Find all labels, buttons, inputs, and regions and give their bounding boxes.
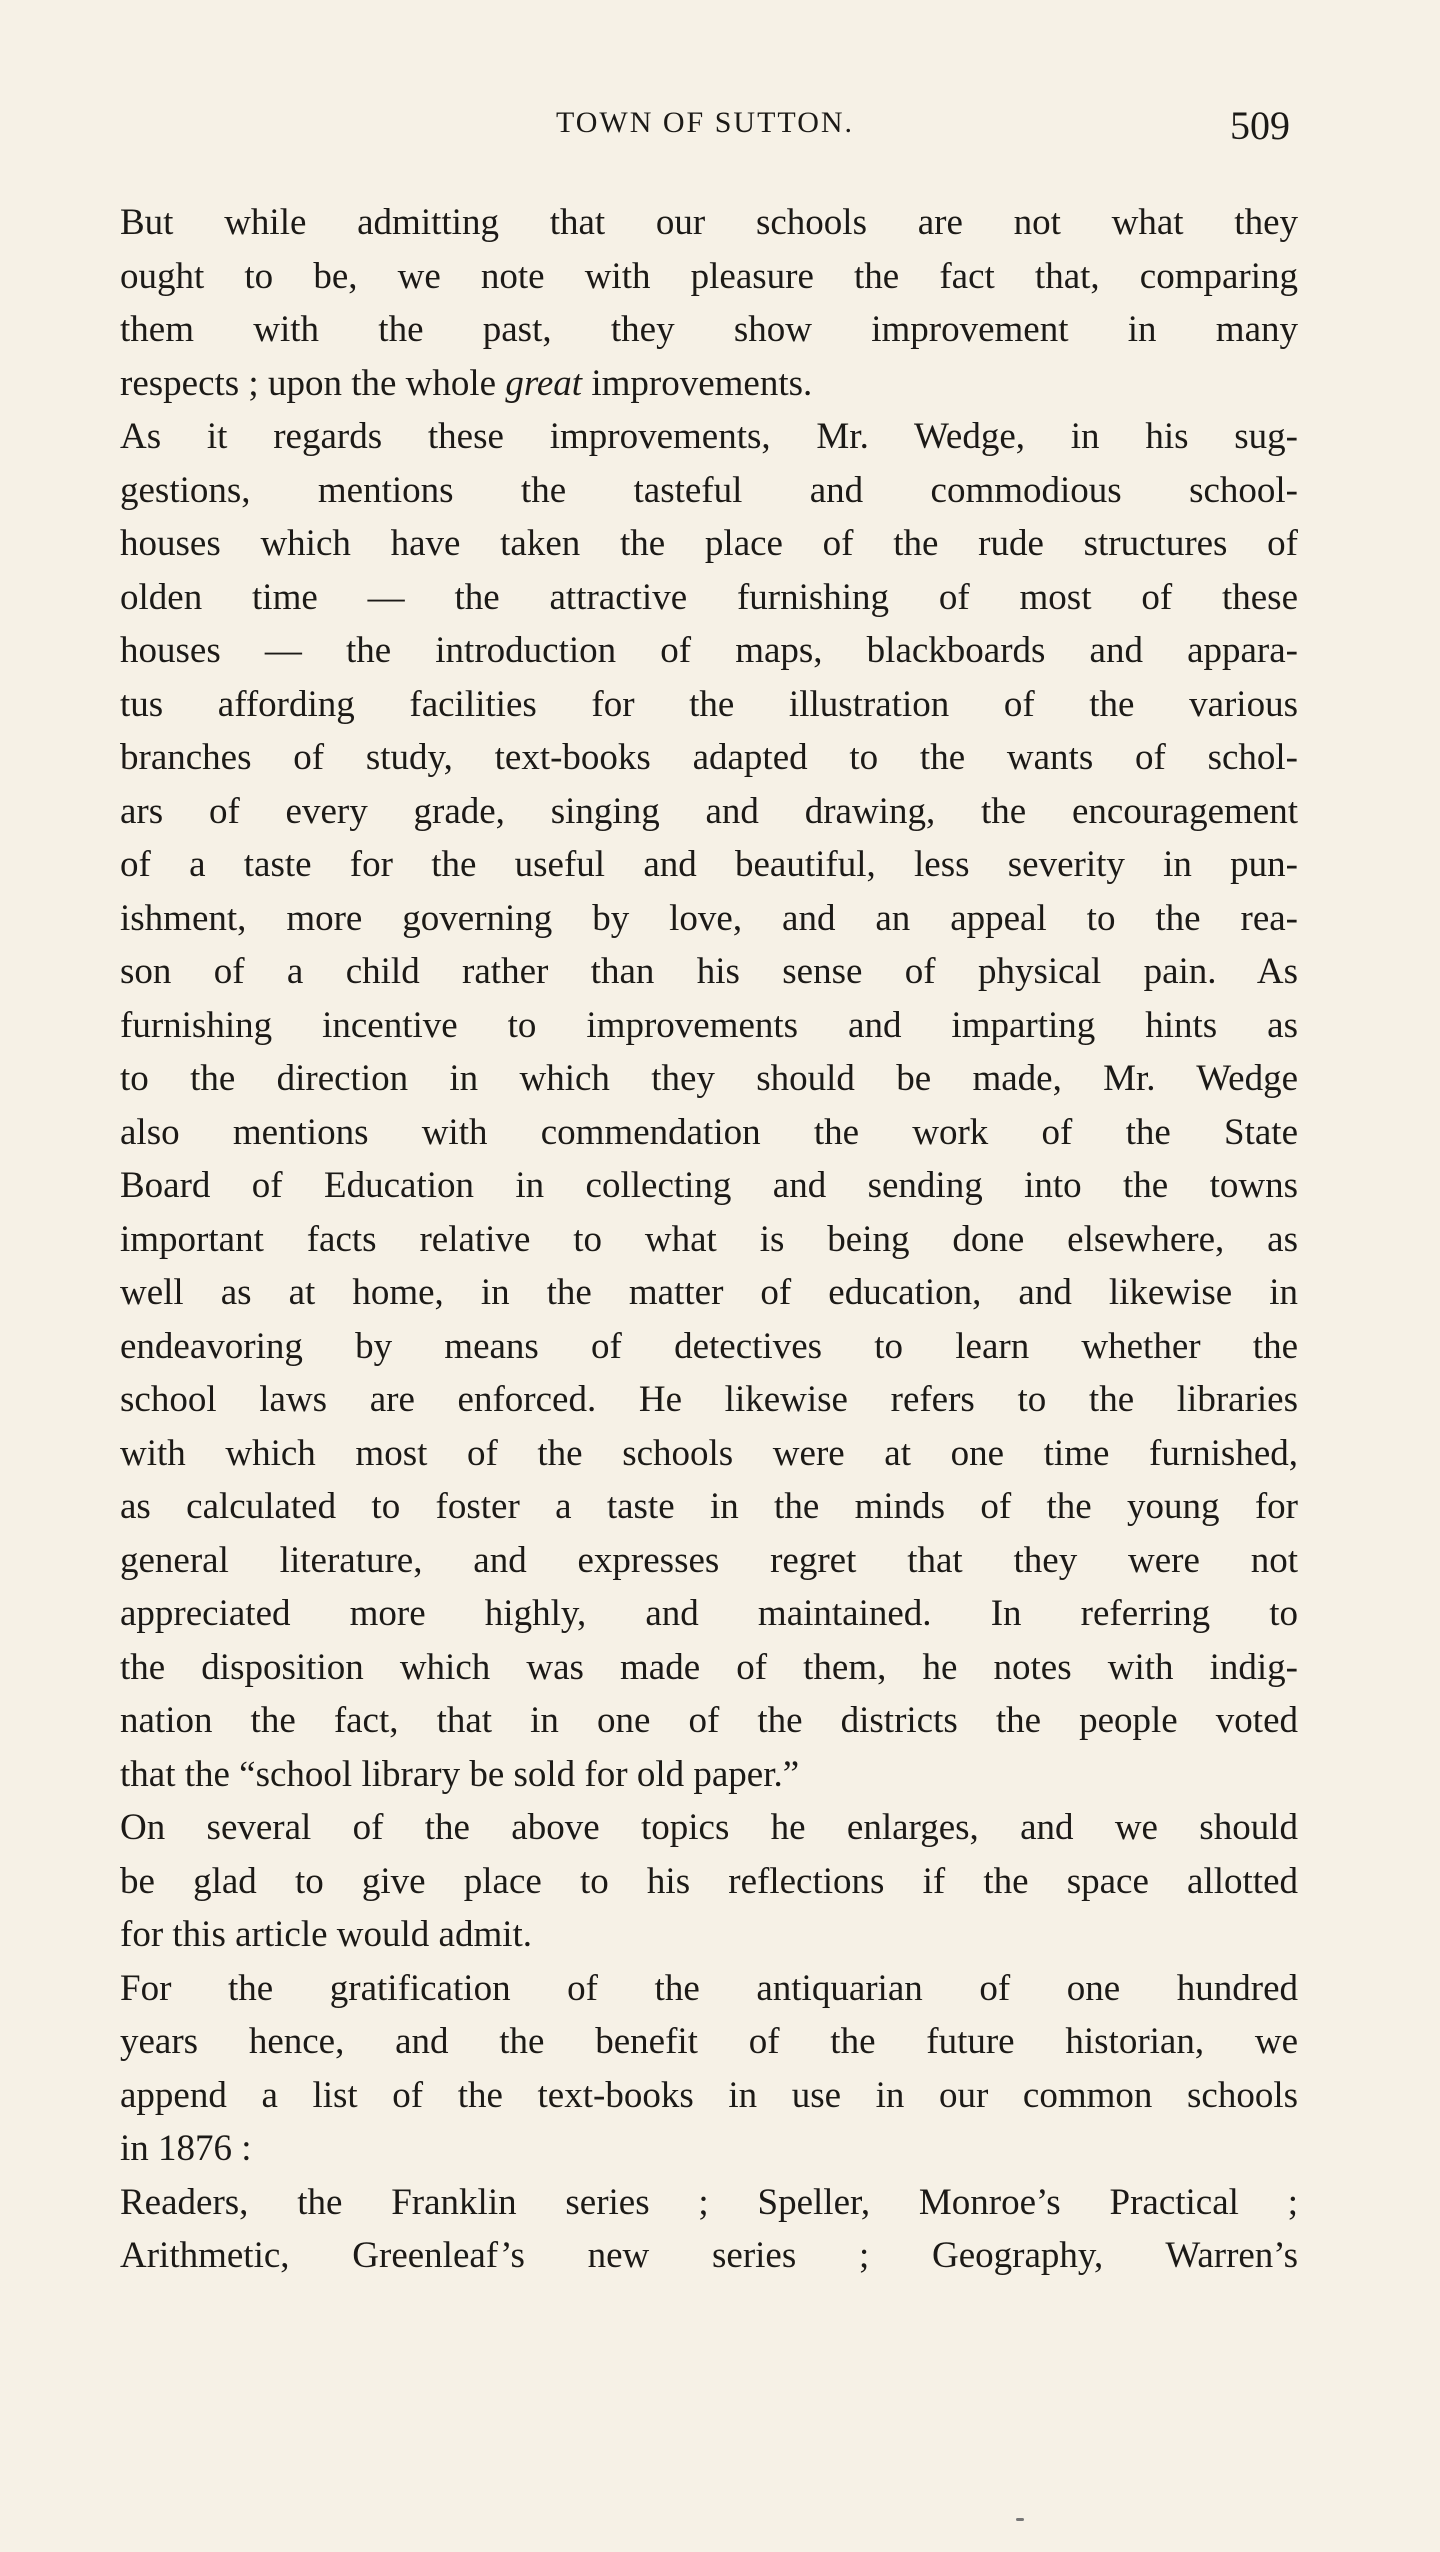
text-line: general literature, and expresses regret that they were not [120,1539,1298,1581]
text-line: Board of Education in collecting and sending into the towns [120,1165,1298,1206]
text-line: houses — the introduction of maps, blackboards and appara- [120,630,1298,671]
body-text [120,196,1298,2283]
text-line: append a list of the text-books in use in our common schools [120,2074,1298,2116]
text-line: son of a child rather than his sense of physical pain. As [120,951,1298,992]
text-line: As it regards these improvements, Mr. Wedge, in his sug- [120,416,1298,457]
text-line: them with the past, they show improvement in many [120,309,1298,350]
text-line: of a taste for the useful and beautiful, less severity in pun- [120,844,1298,885]
text-line: important facts relative to what is being done elsewhere, as [120,1218,1298,1260]
print-speck [1016,2518,1024,2521]
page-header [120,103,1290,156]
text-line: as calculated to foster a taste in the minds of the young for [120,1486,1298,1527]
paragraph-schools-improvement [120,196,1298,410]
paragraph-textbook-list [120,2176,1298,2283]
text-line: tus affording facilities for the illustration of the various [120,683,1298,725]
text-line: houses which have taken the place of the rude structures of [120,523,1298,564]
text-line: Arithmetic, Greenleaf’s new series ; Geography, Warren’s [120,2235,1298,2276]
text-line: Readers, the Franklin series ; Speller, Monroe’s Practical ; [120,2181,1298,2223]
text-line: gestions, mentions the tasteful and commodious school- [120,469,1298,511]
paragraph-antiquarian [120,1962,1298,2176]
text-line: But while admitting that our schools are not what they [120,202,1298,243]
italic-emphasis: great [505,362,583,404]
text-line: the disposition which was made of them, he notes with indig- [120,1646,1298,1688]
text-line: furnishing incentive to improvements and imparting hints as [120,1004,1298,1046]
text-line: for this article would admit. [120,1914,533,1955]
text-line: For the gratification of the antiquarian of one hundred [120,1967,1298,2009]
text-line: endeavoring by means of detectives to learn whether the [120,1325,1298,1367]
text-line: to the direction in which they should be made, Mr. Wedge [120,1058,1298,1099]
paragraph-wedge-suggestions [120,410,1298,1801]
page-number: 509 [1230,103,1290,148]
text-line: in 1876 : [120,2128,252,2169]
text-line: well as at home, in the matter of education, and likewise in [120,1272,1298,1313]
text-run: improvements. [582,362,813,404]
text-run: respects ; upon the whole [120,362,506,404]
text-line: that the “school library be sold for old paper.” [120,1753,800,1795]
text-line: ars of every grade, singing and drawing, the encouragement [120,790,1298,832]
text-line: On several of the above topics he enlarges, and we should [120,1807,1298,1848]
text-line: branches of study, text-books adapted to the wants of schol- [120,737,1298,778]
text-line [120,357,1298,411]
text-line: be glad to give place to his reflections if the space allotted [120,1860,1298,1902]
text-line: ought to be, we note with pleasure the fact that, comparing [120,255,1298,297]
paragraph-reflections [120,1801,1298,1962]
text-line: also mentions with commendation the work of the State [120,1111,1298,1153]
text-line: appreciated more highly, and maintained. In referring to [120,1593,1298,1634]
text-line: school laws are enforced. He likewise refers to the libraries [120,1379,1298,1420]
text-line: years hence, and the benefit of the future historian, we [120,2021,1298,2062]
text-line: ishment, more governing by love, and an appeal to the rea- [120,897,1298,939]
text-line: olden time — the attractive furnishing of most of these [120,576,1298,618]
running-head: TOWN OF SUTTON. [555,106,855,139]
text-line: nation the fact, that in one of the districts the people voted [120,1700,1298,1741]
text-line: with which most of the schools were at one time furnished, [120,1432,1298,1474]
